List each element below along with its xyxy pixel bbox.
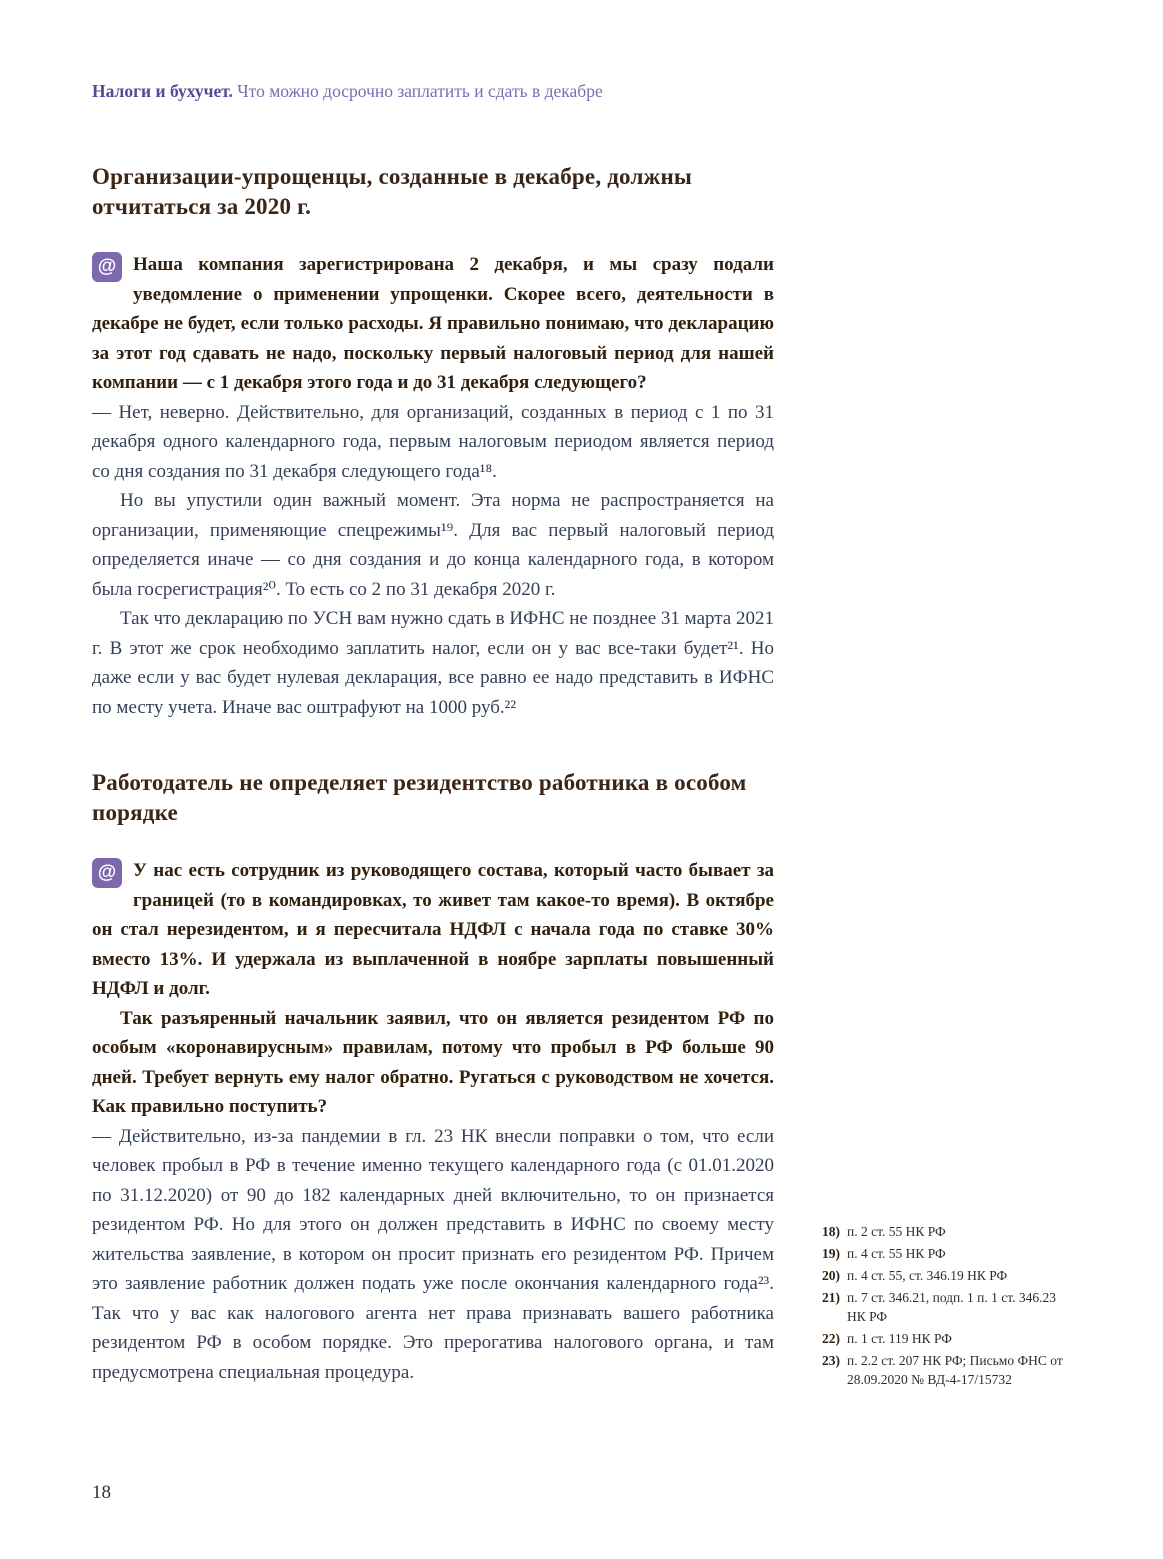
footnote-number: 18) [822, 1224, 840, 1239]
footnotes-sidebar [822, 1222, 1074, 1392]
question-block-2 [92, 856, 774, 1122]
footnote-item [822, 1351, 1074, 1389]
question-block-1 [92, 250, 774, 398]
footnote-item [822, 1329, 1074, 1348]
footnote-item [822, 1222, 1074, 1241]
at-icon: @ [92, 858, 122, 888]
footnote-number: 21) [822, 1290, 840, 1305]
question-paragraph [92, 856, 774, 1004]
main-column [92, 80, 774, 1387]
footnote-number: 23) [822, 1353, 840, 1368]
footnote-item [822, 1244, 1074, 1263]
footnote-text: п. 4 ст. 55, ст. 346.19 НК РФ [847, 1268, 1008, 1283]
answer-paragraph: — Действительно, из-за пандемии в гл. 23 НК внесли поправки о том, что если человек пробыл в РФ в течение именно текущего календарного года (с 01.01.2020 по 31.12.2020) от 90 до 182 календарных дней включительно, то он признается резидентом РФ. Но для этого он должен представить в ИФНС по своему месту жительства заявление, в котором он просит признать его резидентом РФ. Причем это заявление работник должен подать уже после окончания календарного года²³. Так что у вас как налогового агента нет права признавать вашего работника резидентом РФ в особом порядке. Это прерогатива налогового органа, и там предусмотрена специальная процедура. [92, 1125, 774, 1383]
at-icon: @ [92, 252, 122, 282]
question-paragraph: Так разъяренный начальник заявил, что он является резидентом РФ по особым «коронавирусным» правилам, потому что пробыл в РФ больше 90 дней. Требует вернуть ему налог обратно. Ругаться с руководством не хочется. Как правильно поступить? [92, 1007, 774, 1117]
question-text: У нас есть сотрудник из руководящего состава, который часто бывает за границей (то в командировках, то живет там какое-то время). В октябре он стал нерезидентом, и я пересчитала НДФЛ с начала года по ставке 30% вместо 13%. И удержала из выплаченной в ноябре зарплаты повышенный НДФЛ и долг. [92, 860, 774, 999]
footnote-text: п. 2.2 ст. 207 НК РФ; Письмо ФНС от 28.09.2020 № ВД-4-17/15732 [847, 1353, 1063, 1387]
answer-paragraph: Так что декларацию по УСН вам нужно сдать в ИФНС не позднее 31 марта 2021 г. В этот же срок необходимо заплатить налог, если он у вас все-таки будет²¹. Но даже если у вас будет нулевая декларация, все равно ее надо представить в ИФНС по месту учета. Иначе вас оштрафуют на 1000 руб.²² [92, 608, 774, 718]
running-header [92, 80, 774, 102]
question-text: Наша компания зарегистрирована 2 декабря, и мы сразу подали уведомление о применении упрощенки. Скорее всего, деятельности в декабре не будет, если только расходы. Я правильно понимаю, что декларацию за этот год сдавать не надо, поскольку первый налоговый период для нашей компании — с 1 декабря этого года и до 31 декабря следующего? [92, 254, 774, 393]
footnote-item [822, 1288, 1074, 1326]
footnote-text: п. 7 ст. 346.21, подп. 1 п. 1 ст. 346.23 НК РФ [847, 1290, 1057, 1324]
footnote-item [822, 1266, 1074, 1285]
question-paragraph [92, 250, 774, 398]
footnote-text: п. 1 ст. 119 НК РФ [847, 1331, 952, 1346]
article-title: Что можно досрочно заплатить и сдать в декабре [237, 81, 603, 101]
section-heading-1: Организации-упрощенцы, созданные в декабре, должны отчитаться за 2020 г. [92, 164, 693, 219]
answer-block-1 [92, 398, 774, 723]
page-number: 18 [92, 1482, 111, 1503]
rubric-label: Налоги и бухучет. [92, 81, 233, 101]
footnote-text: п. 2 ст. 55 НК РФ [847, 1224, 946, 1239]
footnote-number: 19) [822, 1246, 840, 1261]
footnote-number: 22) [822, 1331, 840, 1346]
footnote-number: 20) [822, 1268, 840, 1283]
section-heading-2: Работодатель не определяет резидентство работника в особом порядке [92, 770, 747, 825]
answer-block-2 [92, 1122, 774, 1388]
answer-paragraph: Но вы упустили один важный момент. Эта норма не распространяется на организации, применяющие спецрежимы¹⁹. Для вас первый налоговый период определяется иначе — со дня создания и до конца календарного года, в котором была госрегистрация²⁰. То есть со 2 по 31 декабря 2020 г. [92, 490, 774, 600]
answer-paragraph: — Нет, неверно. Действительно, для организаций, созданных в период с 1 по 31 декабря одного календарного года, первым налоговым периодом является период со дня создания по 31 декабря следующего года¹⁸. [92, 401, 774, 482]
footnote-text: п. 4 ст. 55 НК РФ [847, 1246, 946, 1261]
